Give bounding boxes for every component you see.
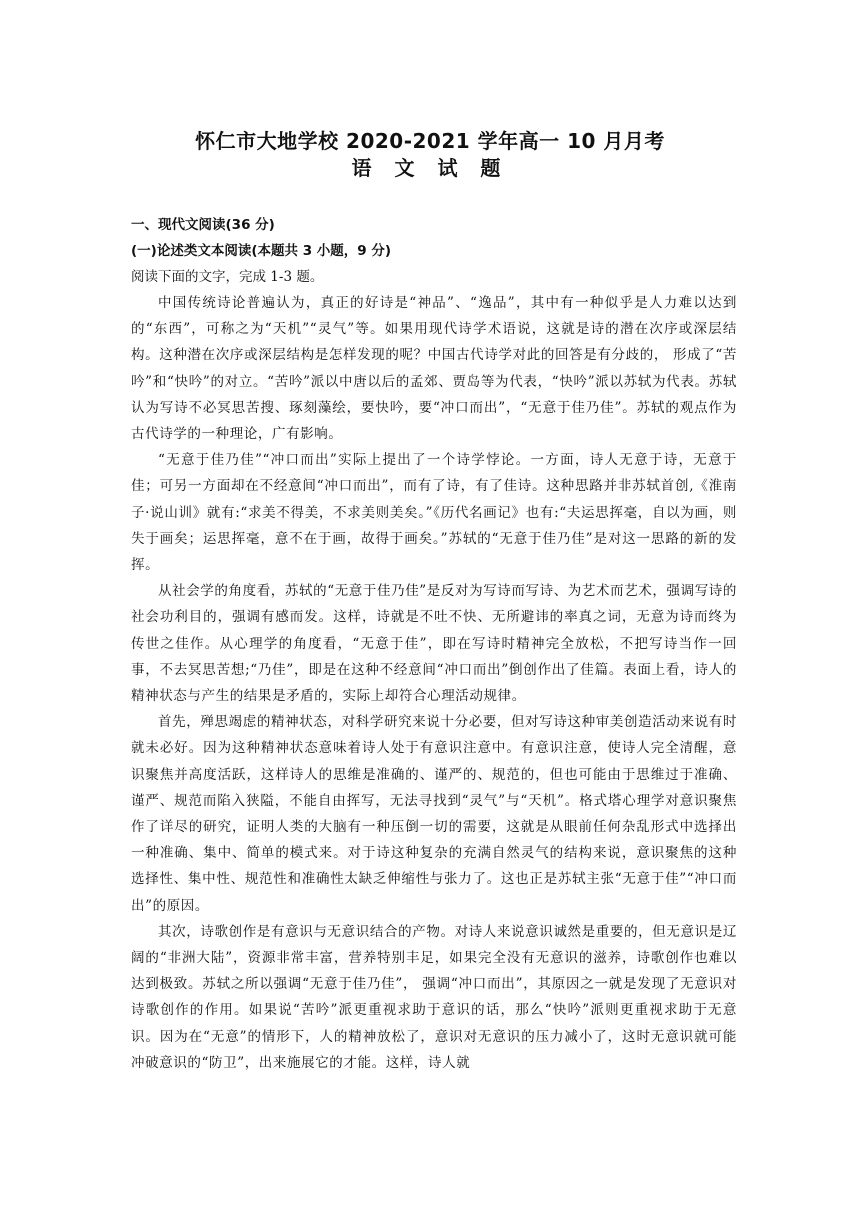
exam-subject-title: 语 文 试 题 [351, 156, 509, 180]
subsection-heading-argumentative: (一)论述类文本阅读(本题共 3 小题，9 分) [131, 243, 392, 259]
passage-paragraph: 中国传统诗论普遍认为，真正的好诗是“神品”、“逸品”，其中有一种似乎是人力难以达到的“东西”，可称之为“天机”“灵气”等。如果用现代诗学术语说，这就是诗的潜在次序或深层结构。这种潜在次序或深层结构是怎样发现的呢？中国古代诗学对此的回答是有分歧的， 形成了“苦吟”和“快吟”的对立。“苦吟”派以中唐以后的孟郊、贾岛等为代表，“快吟”派以苏轼为代表。苏轼认为写诗不必冥思苦搜、琢刻藻绘，要快吟，要“冲口而出”，“无意于佳乃佳”。苏轼的观点作为古代诗学的一种理论，广有影响。 [131, 295, 737, 443]
exam-content [131, 212, 737, 1076]
passage-paragraph: 其次，诗歌创作是有意识与无意识结合的产物。对诗人来说意识诚然是重要的，但无意识是辽阔的“非洲大陆”，资源非常丰富，营养特别丰足，如果完全没有无意识的滋养，诗歌创作也难以达到极致。苏轼之所以强调“无意于佳乃佳”， 强调“冲口而出”，其原因之一就是发现了无意识对诗歌创作的作用。如果说“苦吟”派更重视求助于意识的话，那么“快吟”派则更重视求助于无意识。因为在“无意”的情形下，人的精神放松了，意识对无意识的压力减小了，这时无意识就可能冲破意识的“防卫”，出来施展它的才能。这样，诗人就 [131, 923, 737, 1071]
passage-paragraph: 从社会学的角度看，苏轼的“无意于佳乃佳”是反对为写诗而写诗、为艺术而艺术，强调写诗的社会功利目的，强调有感而发。这样，诗就是不吐不快、无所避讳的率真之词，无意为诗而终为传世之佳作。从心理学的角度看，“无意于佳”，即在写诗时精神完全放松，不把写诗当作一回事，不去冥思苦想;“乃佳”，即是在这种不经意间“冲口而出”倒创作出了佳篇。表面上看，诗人的精神状态与产生的结果是矛盾的，实际上却符合心理活动规律。 [131, 583, 738, 705]
exam-title: 怀仁市大地学校 2020-2021 学年高一 10 月月考 [195, 129, 665, 153]
passage-paragraph: “无意于佳乃佳”“冲口而出”实际上提出了一个诗学悖论。一方面，诗人无意于诗，无意于佳；可另一方面却在不经意间“冲口而出”，而有了诗，有了佳诗。这种思路并非苏轼首创,《淮南子·说山训》就有:“求美不得美，不求美则美矣。”《历代名画记》也有:“夫运思挥毫，自以为画，则失于画矣；运思挥毫，意不在于画，故得于画矣。”苏轼的“无意于佳乃佳”是对这一思路的新的发挥。 [131, 452, 737, 574]
passage-paragraph: 首先，殚思竭虑的精神状态，对科学研究来说十分必要，但对写诗这种审美创造活动来说有时就未必好。因为这种精神状态意味着诗人处于有意识注意中。有意识注意，使诗人完全清醒，意识聚焦并高度活跃，这样诗人的思维是准确的、谨严的、规范的，但也可能由于思维过于准确、谨严、规范而陷入狭隘，不能自由挥写，无法寻找到“灵气”与“天机”。格式塔心理学对意识聚焦作了详尽的研究，证明人类的大脑有一种压倒一切的需要，这就是从眼前任何杂乱形式中选择出一种准确、集中、简单的模式来。对于诗这种复杂的充满自然灵气的结构来说，意识聚焦的这种选择性、集中性、规范性和准确性太缺乏伸缩性与张力了。这也正是苏轼主张“无意于佳”“冲口而出”的原因。 [131, 714, 737, 914]
section-heading-modern-reading: 一、现代文阅读(36 分) [131, 217, 275, 233]
reading-instruction: 阅读下面的文字，完成 1-3 题。 [131, 269, 324, 285]
